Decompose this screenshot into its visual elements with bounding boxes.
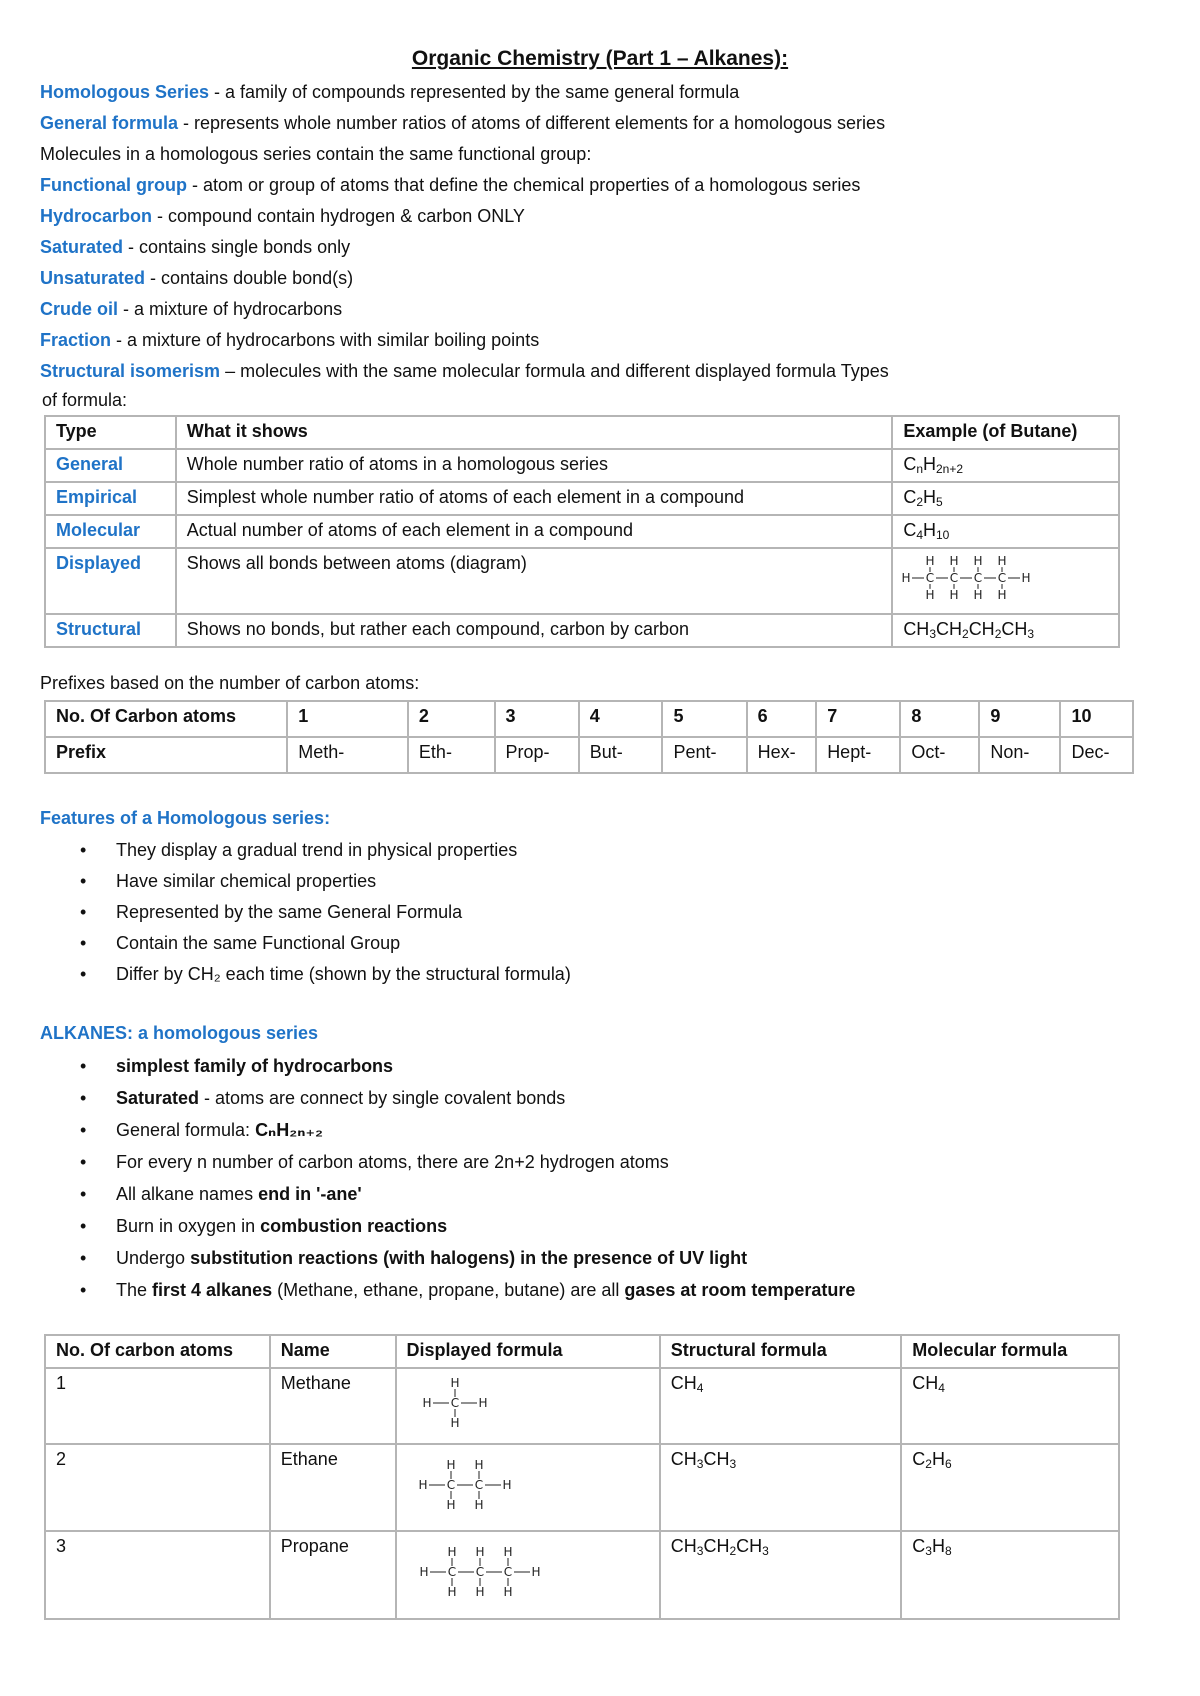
formula-subscript: 2 bbox=[994, 626, 1002, 641]
formula-part: CH bbox=[936, 618, 962, 639]
row-label: Prefix bbox=[45, 737, 287, 773]
bullet-bold: end in '-ane' bbox=[258, 1184, 362, 1204]
formula-subscript: n bbox=[916, 462, 923, 476]
features-heading: Features of a Homologous series: bbox=[40, 808, 331, 828]
table-row bbox=[45, 1444, 1119, 1532]
list-item bbox=[80, 1280, 855, 1312]
list-item bbox=[80, 1152, 855, 1184]
hydrogen-atom: H bbox=[502, 1585, 513, 1600]
hydrogen-atom: H bbox=[1021, 571, 1031, 585]
table-row bbox=[45, 1368, 1119, 1444]
formula-subscript: 3 bbox=[729, 1456, 737, 1471]
formula-part: H bbox=[923, 487, 936, 507]
formula-part: CH bbox=[670, 1536, 697, 1557]
hydrogen-atom: H bbox=[925, 587, 935, 602]
formula-subscript: 2 bbox=[916, 495, 923, 509]
formula-part: H bbox=[931, 1448, 945, 1469]
shows-cell: Actual number of atoms of each element in a compound bbox=[176, 515, 893, 548]
prefix-table bbox=[44, 700, 1134, 774]
shows-cell: Whole number ratio of atoms in a homologous series bbox=[176, 449, 893, 482]
methane-displayed-formula bbox=[405, 1371, 505, 1435]
list-item: • They display a gradual trend in physical properties bbox=[80, 840, 571, 871]
hydrogen-atom: H bbox=[901, 571, 911, 585]
molecular-formula-cell bbox=[901, 1531, 1119, 1619]
list-item: • Differ by CH₂ each time (shown by the structural formula) bbox=[80, 964, 571, 995]
table-row bbox=[45, 482, 1119, 515]
hydrogen-atom: H bbox=[417, 1477, 428, 1492]
formula-subscript: 3 bbox=[696, 1544, 704, 1559]
type-cell: Structural bbox=[45, 614, 176, 647]
hydrogen-atom: H bbox=[474, 1545, 485, 1560]
list-item: • Represented by the same General Formula bbox=[80, 902, 571, 933]
definition-term: Functional group bbox=[40, 175, 187, 195]
header-cell: Structural formula bbox=[660, 1335, 901, 1368]
bullet-bold: Saturated bbox=[116, 1088, 200, 1108]
formula-subscript: 10 bbox=[936, 528, 950, 542]
formula-part: CH bbox=[1001, 618, 1028, 639]
shows-cell: Simplest whole number ratio of atoms of each element in a compound bbox=[176, 482, 893, 515]
bullet-text: The bbox=[116, 1280, 153, 1300]
hydrogen-atom: H bbox=[973, 587, 983, 602]
formula-subscript: 3 bbox=[1027, 626, 1035, 641]
molecular-formula-cell bbox=[901, 1368, 1119, 1444]
table-row bbox=[45, 614, 1119, 647]
table-row bbox=[45, 449, 1119, 482]
carbon-atom: C bbox=[950, 571, 959, 585]
number-cell: 2 bbox=[408, 701, 495, 737]
hydrogen-atom: H bbox=[445, 1497, 456, 1512]
header-cell: No. Of carbon atoms bbox=[45, 1335, 270, 1368]
formula-part: CH bbox=[703, 1536, 730, 1557]
definition-term: Crude oil bbox=[40, 299, 119, 319]
definition-text: Molecules in a homologous series contain the same functional group: bbox=[40, 144, 592, 164]
hydrogen-atom: H bbox=[997, 554, 1007, 569]
number-cell: 1 bbox=[287, 701, 408, 737]
definition-term: Homologous Series bbox=[40, 82, 210, 102]
definition-line bbox=[40, 113, 885, 135]
molecular-formula-cell bbox=[901, 1444, 1119, 1532]
ethane-displayed-formula bbox=[405, 1449, 525, 1521]
formula-subscript: 4 bbox=[916, 528, 923, 542]
bullet-text: Burn in oxygen in bbox=[116, 1216, 261, 1236]
list-item bbox=[80, 1248, 855, 1280]
general-formula: CₙH₂ₙ₊₂ bbox=[255, 1120, 323, 1140]
prefix-cell: Prop- bbox=[495, 737, 579, 773]
definition-line bbox=[40, 175, 860, 197]
prefix-intro: Prefixes based on the number of carbon atoms: bbox=[40, 673, 420, 693]
type-cell: Empirical bbox=[45, 482, 176, 515]
number-cell: 6 bbox=[747, 701, 817, 737]
definition-text: - a mixture of hydrocarbons with similar boiling points bbox=[111, 330, 540, 350]
alkanes-heading: ALKANES: a homologous series bbox=[40, 1023, 319, 1043]
carbon-count-cell: 2 bbox=[45, 1444, 270, 1532]
example-cell bbox=[892, 614, 1119, 647]
list-item bbox=[80, 1120, 855, 1152]
definition-line bbox=[40, 268, 353, 290]
hydrogen-atom: H bbox=[446, 1545, 457, 1560]
list-item bbox=[80, 1184, 855, 1216]
structural-formula-cell bbox=[660, 1531, 901, 1619]
displayed-formula-cell bbox=[396, 1368, 660, 1444]
formula-part: CH bbox=[670, 1373, 697, 1393]
types-intro: of formula: bbox=[42, 390, 128, 410]
definition-text: - a family of compounds represented by the same general formula bbox=[209, 82, 740, 102]
structural-formula-cell bbox=[660, 1444, 901, 1532]
formula-part: C bbox=[912, 1536, 926, 1557]
definition-line bbox=[40, 361, 889, 383]
bullet-bold: gases at room temperature bbox=[624, 1280, 856, 1300]
formula-subscript: 5 bbox=[936, 495, 943, 509]
list-item: • Contain the same Functional Group bbox=[80, 933, 571, 964]
hydrogen-atom: H bbox=[973, 554, 983, 569]
prefix-cell: Non- bbox=[979, 737, 1060, 773]
alkanes-table bbox=[44, 1334, 1120, 1620]
formula-part: H bbox=[923, 520, 936, 540]
number-cell: 3 bbox=[495, 701, 579, 737]
formula-types-table bbox=[44, 415, 1120, 648]
carbon-atom: C bbox=[926, 571, 935, 585]
prefix-cell: Hept- bbox=[816, 737, 900, 773]
table-row bbox=[45, 548, 1119, 614]
bullet-text: All alkane names bbox=[116, 1184, 259, 1204]
table-header-row bbox=[45, 1335, 1119, 1368]
type-cell: Molecular bbox=[45, 515, 176, 548]
formula-subscript: 2 bbox=[729, 1544, 737, 1559]
definition-line bbox=[40, 299, 342, 321]
prefix-cell: Meth- bbox=[287, 737, 408, 773]
formula-subscript: 3 bbox=[925, 1544, 932, 1559]
page-title: Organic Chemistry (Part 1 – Alkanes): bbox=[411, 47, 789, 70]
displayed-formula-cell bbox=[396, 1531, 660, 1619]
name-cell: Propane bbox=[270, 1531, 396, 1619]
hydrogen-atom: H bbox=[445, 1457, 456, 1472]
carbon-atom: C bbox=[447, 1565, 456, 1580]
prefix-cell: Dec- bbox=[1060, 737, 1133, 773]
hydrogen-atom: H bbox=[530, 1565, 541, 1580]
bullet-text: - atoms are connect by single covalent bonds bbox=[199, 1088, 566, 1108]
formula-subscript: 4 bbox=[938, 1381, 945, 1395]
formula-subscript: 8 bbox=[944, 1544, 952, 1559]
example-cell bbox=[892, 449, 1119, 482]
formula-part: CH bbox=[903, 618, 930, 639]
bullet-bold: combustion reactions bbox=[260, 1216, 448, 1236]
formula-part: CH bbox=[736, 1536, 763, 1557]
formula-part: CH bbox=[912, 1373, 939, 1393]
alkanes-list bbox=[80, 1056, 855, 1312]
formula-subscript: 3 bbox=[929, 626, 936, 641]
hydrogen-atom: H bbox=[473, 1457, 484, 1472]
definition-text: - a mixture of hydrocarbons bbox=[118, 299, 343, 319]
hydrogen-atom: H bbox=[418, 1565, 429, 1580]
formula-subscript: 2 bbox=[962, 626, 969, 641]
number-cell: 5 bbox=[662, 701, 746, 737]
formula-part: C bbox=[903, 487, 917, 507]
table-row bbox=[45, 515, 1119, 548]
bullet-bold: first 4 alkanes bbox=[152, 1280, 273, 1300]
bullet-bold: substitution reactions (with halogens) in the presence of UV light bbox=[190, 1248, 748, 1268]
carbon-atom: C bbox=[503, 1565, 512, 1580]
shows-cell: Shows no bonds, but rather each compound, carbon by carbon bbox=[176, 614, 893, 647]
definition-text: - contains double bond(s) bbox=[145, 268, 354, 288]
numbers-row bbox=[45, 701, 1133, 737]
bullet-text: simplest family of hydrocarbons bbox=[116, 1056, 394, 1076]
displayed-formula-cell bbox=[396, 1444, 660, 1532]
formula-part: CH bbox=[670, 1448, 697, 1469]
row-label: No. Of Carbon atoms bbox=[45, 701, 287, 737]
prefixes-row bbox=[45, 737, 1133, 773]
carbon-atom: C bbox=[998, 571, 1007, 585]
hydrogen-atom: H bbox=[997, 587, 1007, 602]
hydrogen-atom: H bbox=[949, 587, 959, 602]
definition-line bbox=[40, 237, 350, 259]
formula-part: CH bbox=[703, 1448, 730, 1469]
definition-text: – molecules with the same molecular formula and different displayed formula Types bbox=[220, 361, 889, 381]
type-cell: Displayed bbox=[45, 548, 176, 614]
formula-subscript: 2n+2 bbox=[936, 462, 964, 476]
bullet-text: General formula: bbox=[116, 1120, 256, 1140]
formula-part: CH bbox=[968, 618, 995, 639]
hydrogen-atom: H bbox=[449, 1376, 460, 1390]
hydrogen-atom: H bbox=[501, 1477, 512, 1492]
definition-line bbox=[40, 144, 591, 166]
header-cell: Name bbox=[270, 1335, 396, 1368]
header-cell: Molecular formula bbox=[901, 1335, 1119, 1368]
list-item: • Have similar chemical properties bbox=[80, 871, 571, 902]
type-cell: General bbox=[45, 449, 176, 482]
butane-displayed-formula bbox=[901, 551, 1031, 605]
definition-line bbox=[40, 206, 525, 228]
definition-term: General formula bbox=[40, 113, 179, 133]
formula-part: H bbox=[923, 454, 936, 474]
definition-text: - atom or group of atoms that define the chemical properties of a homologous series bbox=[186, 175, 861, 195]
list-item bbox=[80, 1088, 855, 1120]
example-cell bbox=[892, 548, 1119, 614]
structural-formula-cell bbox=[660, 1368, 901, 1444]
header-cell: Displayed formula bbox=[396, 1335, 660, 1368]
bullet-text: Undergo bbox=[116, 1248, 191, 1268]
hydrogen-atom: H bbox=[446, 1585, 457, 1600]
table-row bbox=[45, 1531, 1119, 1619]
prefix-cell: Eth- bbox=[408, 737, 495, 773]
definition-term: Structural isomerism bbox=[40, 361, 221, 381]
hydrogen-atom: H bbox=[477, 1396, 488, 1410]
carbon-atom: C bbox=[974, 571, 983, 585]
bullet-text: (Methane, ethane, propane, butane) are all bbox=[272, 1280, 625, 1300]
prefix-cell: Oct- bbox=[900, 737, 979, 773]
definition-term: Fraction bbox=[40, 330, 112, 350]
shows-cell: Shows all bonds between atoms (diagram) bbox=[176, 548, 893, 614]
formula-subscript: 4 bbox=[696, 1381, 704, 1395]
name-cell: Ethane bbox=[270, 1444, 396, 1532]
hydrogen-atom: H bbox=[502, 1545, 513, 1560]
formula-part: H bbox=[931, 1536, 945, 1557]
prefix-cell: But- bbox=[579, 737, 663, 773]
example-cell bbox=[892, 482, 1119, 515]
carbon-atom: C bbox=[450, 1396, 459, 1410]
hydrogen-atom: H bbox=[949, 554, 959, 569]
definition-line bbox=[40, 330, 539, 352]
hydrogen-atom: H bbox=[449, 1416, 460, 1430]
hydrogen-atom: H bbox=[421, 1396, 432, 1410]
formula-part: C bbox=[912, 1448, 926, 1469]
definition-text: - compound contain hydrogen & carbon ONLY bbox=[152, 206, 525, 226]
list-item bbox=[80, 1216, 855, 1248]
header-cell: Type bbox=[45, 416, 176, 449]
features-list bbox=[80, 840, 571, 995]
prefix-cell: Pent- bbox=[662, 737, 746, 773]
header-cell: Example (of Butane) bbox=[892, 416, 1119, 449]
hydrogen-atom: H bbox=[473, 1497, 484, 1512]
definition-line bbox=[40, 82, 739, 104]
propane-displayed-formula bbox=[405, 1536, 555, 1608]
formula-subscript: 3 bbox=[762, 1544, 769, 1559]
number-cell: 9 bbox=[979, 701, 1060, 737]
prefix-cell: Hex- bbox=[747, 737, 817, 773]
formula-subscript: 2 bbox=[925, 1456, 932, 1471]
bullet-text: For every n number of carbon atoms, there are 2n+2 hydrogen atoms bbox=[116, 1152, 669, 1172]
header-cell: What it shows bbox=[176, 416, 893, 449]
name-cell: Methane bbox=[270, 1368, 396, 1444]
table-header-row bbox=[45, 416, 1119, 449]
definition-text: - contains single bonds only bbox=[123, 237, 351, 257]
carbon-atom: C bbox=[475, 1565, 484, 1580]
carbon-atom: C bbox=[474, 1477, 483, 1492]
hydrogen-atom: H bbox=[474, 1585, 485, 1600]
definition-term: Unsaturated bbox=[40, 268, 146, 288]
formula-part: C bbox=[903, 454, 917, 474]
list-item bbox=[80, 1056, 855, 1088]
formula-subscript: 6 bbox=[944, 1456, 952, 1471]
formula-subscript: 3 bbox=[696, 1456, 704, 1471]
example-cell bbox=[892, 515, 1119, 548]
definition-term: Hydrocarbon bbox=[40, 206, 153, 226]
carbon-count-cell: 3 bbox=[45, 1531, 270, 1619]
number-cell: 4 bbox=[579, 701, 663, 737]
hydrogen-atom: H bbox=[925, 554, 935, 569]
formula-part: C bbox=[903, 520, 917, 540]
carbon-atom: C bbox=[446, 1477, 455, 1492]
definition-term: Saturated bbox=[40, 237, 124, 257]
definition-text: - represents whole number ratios of atoms of different elements for a homologous series bbox=[178, 113, 886, 133]
carbon-count-cell: 1 bbox=[45, 1368, 270, 1444]
number-cell: 8 bbox=[900, 701, 979, 737]
number-cell: 10 bbox=[1060, 701, 1133, 737]
number-cell: 7 bbox=[816, 701, 900, 737]
